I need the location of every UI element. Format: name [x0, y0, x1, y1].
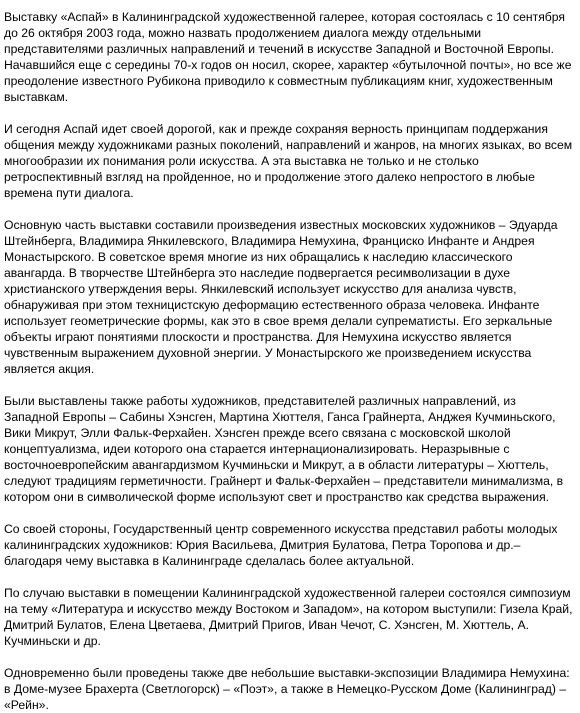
- paragraph-nemukhin-exhibitions: Одновременно были проведены также две небольшие выставки-экспозиции Владимира Немухина: в Доме-музее Брахерта (Светлогорск) – «Поэт», а также в Немецко-Русском Доме (Калининград) – «Рейн».: [4, 666, 570, 712]
- paragraph-western-artists: Были выставлены также работы художников, представителей различных направлений, из Западной Европы – Сабины Хэнсген, Мартина Хюттеля, Ганса Грайнерта, Анджея Кучминьского, Вики Микрут, Элли Фальк-Ферхайен. Хэнсген прежде всего связана с московской школой концептуализма, идеи которого она старается интернационализировать. Неразрывные с восточноевропейским авангардизмом Кучминьски и Микрут, а в области литературы – Хюттель, следуют традициям герметичности. Грайнерт и Фальк-Ферхайен – представители минимализма, в котором они в символической форме используют свет и пространство как средства выражения.: [4, 394, 564, 504]
- paragraph-kaliningrad-artists: Со своей стороны, Государственный центр современного искусства представил работы молодых калининградских художников: Юрия Васильева, Дмитрия Булатова, Петра Торопова и др.– благодаря чему выставка в Калининграде сделалась более актуальной.: [4, 522, 558, 568]
- paragraph-intro: Выставку «Аспай» в Калининградской художественной галерее, которая состоялась с 10 сентября до 26 октября 2003 года, можно назвать продолжением диалога между отдельными представителями различных направлений и течений в искусстве Западной и Восточной Европы. Начавшийся еще с середины 70-х годов он носил, скорее, характер «бутылочной почты», но все же преодоление известного Рубикона приводило к совместным публикациям книг, художественным выставкам.: [4, 10, 572, 104]
- paragraph-today: И сегодня Аспай идет своей дорогой, как и прежде сохраняя верность принципам поддержания общения между художниками разных поколений, направлений и жанров, на многих языках, во всем многообразии их понимания роли искусства. А эта выставка не только и не столько ретроспективный взгляд на пройденное, но и продолжение этого далеко непростого в любые времена пути диалога.: [4, 122, 573, 200]
- paragraph-moscow-artists: Основную часть выставки составили произведения известных московских художников – Эдуарда Штейнберга, Владимира Янкилевского, Владимира Немухина, Франциско Инфанте и Андрея Монастырского. В советское время многие из них обращались к наследию классического авангарда. В творчестве Штейнберга это наследие подвергается ресимволизации в духе христианского утверждения веры. Янкилевский использует искусство для анализа чувств, обнаруживая при этом техницистскую деформацию естественного образа человека. Инфанте использует геометрические формы, как это в свое время делали супрематисты. Его зеркальные объекты играют понятиями плоскости и пространства. Для Немухина искусство является чувственным выражением духовной энергии. У Монастырского же произведением искусства является акция.: [4, 218, 558, 376]
- paragraph-symposium: По случаю выставки в помещении Калининградской художественной галереи состоялся симпозиум на тему «Литература и искусство между Востоком и Западом», на котором выступили: Гизела Край, Дмитрий Булатов, Елена Цветаева, Дмитрий Пригов, Иван Чечот, С. Хэнсген, М. Хюттель, А. Кучминьски и др.: [4, 586, 573, 648]
